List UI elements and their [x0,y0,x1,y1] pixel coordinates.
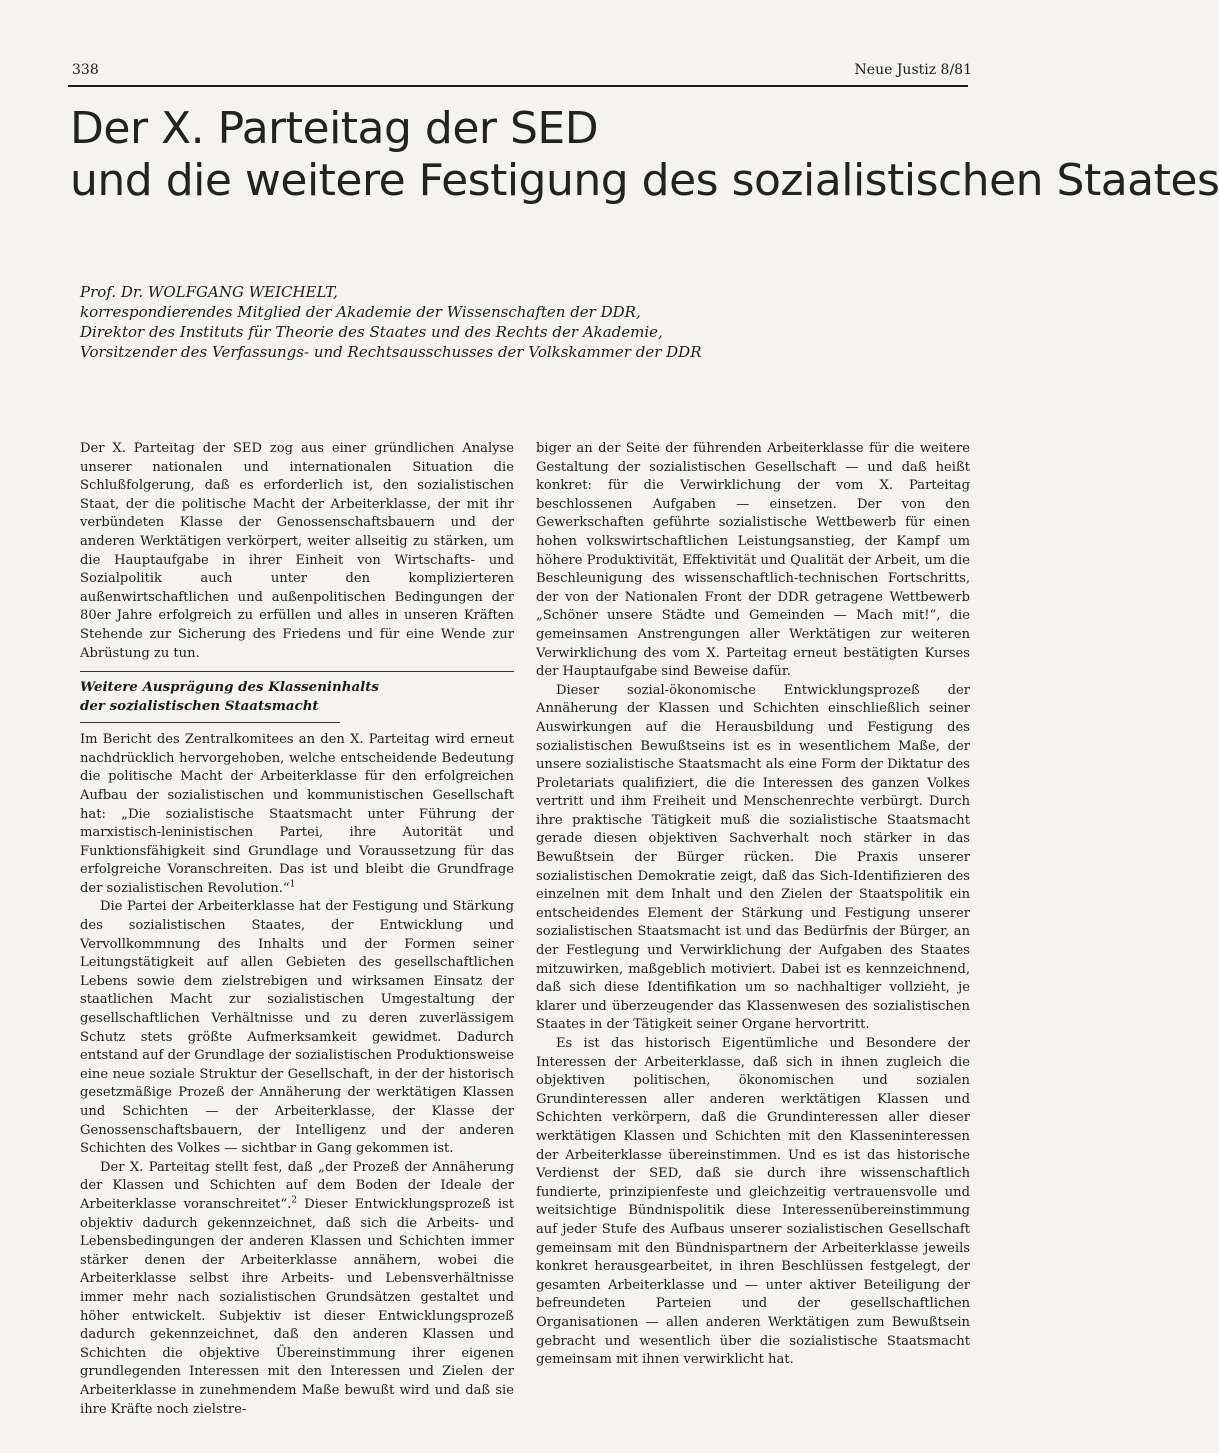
author-name: Prof. Dr. WOLFGANG WEICHELT, [80,283,338,301]
right-column [536,440,970,1370]
journal-issue: Neue Justiz 8/81 [854,62,972,78]
body-paragraph: Es ist das historisch Eigentümliche und Besondere der Interessen der Arbeiterklasse, daß sich in ihnen zugleich die objektiven politischen, ökonomischen und sozialen Grundinteressen aller anderen werktätigen Klassen und Schichten verkörpern, daß die Grundinteressen aller dieser werktätigen Klassen und Schichten mit den Klasseninteressen der Arbeiterklasse übereinstimmen. Und es ist das historische Verdienst der SED, daß sie durch ihre wissenschaftlich fundierte, prinzipienfeste und gleichzeitig vertrauensvolle und weitsichtige Bündnispolitik diese Interessenübereinstimmung auf jeder Stufe des Aufbaus unserer sozialistischen Gesellschaft gemeinsam mit den Bündnispartnern der Arbeiterklasse jeweils konkret herausgearbeitet, in ihren Beschlüssen festgelegt, der gesamten Arbeiterklasse und — unter aktiver Beteiligung der befreundeten Parteien und der gesellschaftlichen Organisationen — allen anderen Werktätigen zum Bewußtsein gebracht und wesentlich über die sozialistische Staatsmacht gemeinsam mit ihnen verwirklicht hat. [536,1036,970,1368]
footnote-marker: 2 [291,1195,297,1206]
paragraph-text: Dieser Entwicklungsprozeß ist objektiv dadurch gekennzeichnet, daß sich die Arbeits- und Lebensbedingungen der anderen Klassen und Schichten immer stärker denen der Arbeiterklasse annähern, wobei die Arbeiterklasse selbst ihre Arbeits- und Lebensverhältnisse immer mehr nach sozialistischen Grundsätzen gestaltet und höher entwickelt. Subjektiv ist dieser Entwicklungsprozeß dadurch gekennzeichnet, daß den anderen Klassen und Schichten die objektive Übereinstimmung ihrer eigenen grundlegenden Interessen mit den Interessen und Zielen der Arbeiterklasse in zunehmendem Maße bewußt wird und daß sie ihre Kräfte noch zielstre- [80,1196,515,1417]
title-line-2: und die weitere Festigung des sozialistischen Staates [70,155,1219,206]
author-block [80,282,900,362]
author-affiliation-1: korrespondierendes Mitglied der Akademie der Wissenschaften der DDR, [80,303,641,321]
title-line-1: Der X. Parteitag der SED [70,103,599,154]
left-column [80,440,514,1419]
section-heading-line-1: Weitere Ausprägung des Klasseninhalts [80,679,379,696]
author-affiliation-3: Vorsitzender des Verfassungs- und Rechtsausschusses der Volkskammer der DDR [80,343,702,361]
body-paragraph: Dieser sozial-ökonomische Entwicklungsprozeß der Annäherung der Klassen und Schichten einschließlich seiner Auswirkungen auf die Herausbildung und Festigung des sozialistischen Bewußtseins ist es in wesentlichem Maße, der unsere sozialistische Staatsmacht als eine Form der Diktatur des Proletariats qualifiziert, die die Interessen des ganzen Volkes vertritt und ihm Freiheit und Menschenrechte verbürgt. Durch ihre praktische Tätigkeit muß die sozialistische Staatsmacht gerade diesen objektiven Sachverhalt noch stärker in das Bewußtsein der Bürger rücken. Die Praxis unserer sozialistischen Demokratie zeigt, daß das Sich-Identifizieren des einzelnen mit dem Inhalt und den Zielen der Staatspolitik ein entscheidendes Element der Stärkung und Festigung unserer sozialistischen Staatsmacht ist und das Bedürfnis der Bürger, an der Festlegung und Verwirklichung der Aufgaben des Staates mitzuwirken, maßgeblich motiviert. Dabei ist es kennzeichnend, daß sich diese Identifikation um so nachhaltiger vollzieht, je klarer und überzeugender das Klassenwesen des sozialistischen Staates in der Tätigkeit seiner Organe hervortritt. [536,682,970,1033]
paragraph-text: Im Bericht des Zentralkomitees an den X. Parteitag wird erneut nachdrücklich hervorgehoben, welche entscheidende Bedeutung die politische Macht der Arbeiterklasse für den erfolgreichen Aufbau der sozialistischen und kommunistischen Gesellschaft hat: „Die sozialistische Staatsmacht unter Führung der marxistisch-leninistischen Partei, ihre Autorität und Funktionsfähigkeit sind Grundlage und Voraussetzung für das erfolgreiche Voranschreiten. Das ist und bleibt die Grundfrage der sozialistischen Revolution.“ [80,732,514,896]
section-rule [80,671,514,672]
body-paragraph: Die Partei der Arbeiterklasse hat der Festigung und Stärkung des sozialistischen Staates, der Entwicklung und Vervollkommnung des Inhalts und der Formen seiner Leitungstätigkeit auf allen Gebieten des gesellschaftlichen Lebens sowie dem zielstrebigen und wirksamen Einsatz der staatlichen Macht zur sozialistischen Umgestaltung der gesellschaftlichen Verhältnisse und zu deren zuverlässigem Schutz stets größte Aufmerksamkeit gewidmet. Dadurch entstand auf der Grundlage der sozialistischen Produktionsweise eine neue soziale Struktur der Gesellschaft, in der der historisch gesetzmäßige Prozeß der Annäherung der werktätigen Klassen und Schichten — der Arbeiterklasse, der Klasse der Genossenschaftsbauern, der Intelligenz und der anderen Schichten des Volkes — sichtbar in Gang gekommen ist. [80,899,514,1157]
page-number: 338 [72,62,99,78]
section-heading-line-2: der sozialistischen Staatsmacht [80,698,319,715]
footnote-marker: 1 [289,879,296,890]
intro-paragraph: Der X. Parteitag der SED zog aus einer gründlichen Analyse unserer nationalen und internationalen Situation die Schlußfolgerung, daß es erforderlich ist, den sozialistischen Staat, der die politische Macht der Arbeiterklasse, der mit ihr verbündeten Klasse der Genossenschaftsbauern und der anderen Werktätigen verkörpert, weiter allseitig zu stärken, um die Hauptaufgabe in ihrer Einheit von Wirtschafts- und Sozialpolitik auch unter den komplizierteren außenwirtschaftlichen und außenpolitischen Bedingungen der 80er Jahre erfolgreich zu erfüllen und alles in unseren Kräften Stehende zur Sicherung des Friedens und für eine Wende zur Abrüstung zu tun. [80,441,514,661]
section-heading-underline [80,722,340,723]
section-heading [80,678,514,716]
author-affiliation-2: Direktor des Instituts für Theorie des Staates und des Rechts der Akademie, [80,323,663,341]
page-header [72,62,972,84]
article-title [70,103,1219,207]
body-paragraph [80,731,514,898]
body-paragraph: biger an der Seite der führenden Arbeiterklasse für die weitere Gestaltung der sozialistischen Gesellschaft — und daß heißt konkret: für die Verwirklichung der vom X. Parteitag beschlossenen Aufgaben — einsetzen. Der von den Gewerkschaften geführte sozialistische Wettbewerb für einen hohen volkswirtschaftlichen Leistungsanstieg, der Kampf um höhere Produktivität, Effektivität und Qualität der Arbeit, um die Beschleunigung des wissenschaftlich-technischen Fortschritts, der von der Nationalen Front der DDR getragene Wettbewerb „Schöner unsere Städte und Gemeinden — Mach mit!“, die gemeinsamen Anstrengungen aller Werktätigen zur weiteren Verwirklichung des vom X. Parteitag erneut bestätigten Kurses der Hauptaufgabe sind Beweise dafür. [536,441,970,680]
paragraph-text: Der X. Parteitag stellt fest, daß „der Prozeß der Annäherung der Klassen und Schichten auf dem Boden der Ideale der Arbeiterklasse voranschreitet“. [80,1159,514,1212]
body-paragraph [80,1159,514,1419]
header-rule [68,85,968,87]
